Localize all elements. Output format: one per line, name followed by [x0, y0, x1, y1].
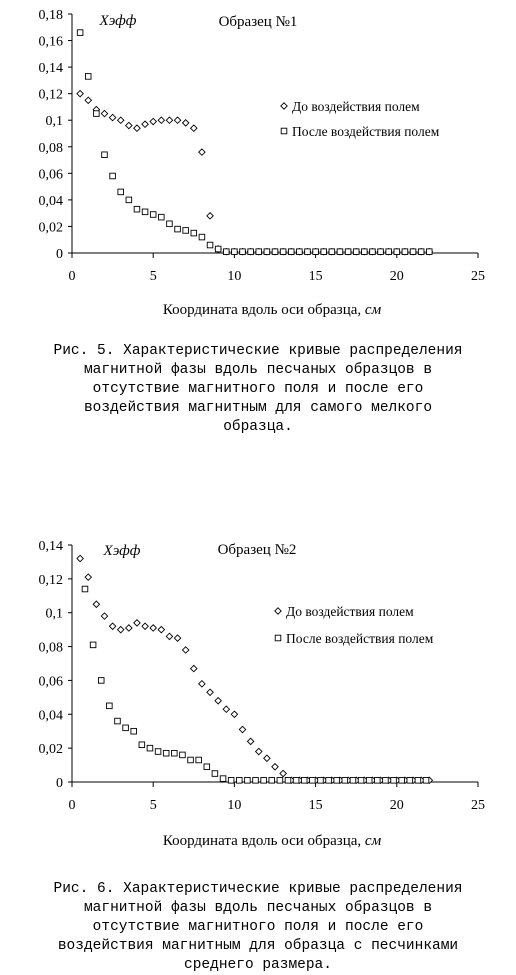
y-tick-label: 0,12: [38, 87, 63, 103]
data-point-after: [383, 778, 389, 784]
data-point-after: [321, 249, 327, 255]
data-point-before: [182, 120, 188, 126]
data-point-after: [370, 249, 376, 255]
legend-label: До воздействия полем: [292, 99, 420, 114]
x-axis-label: Координата вдоль оси образца, см: [162, 833, 382, 849]
data-point-after: [236, 778, 242, 784]
data-point-after: [139, 742, 145, 748]
caption-line: воздействия магнитным для самого мелкого: [83, 400, 433, 416]
data-point-after: [123, 725, 129, 731]
data-point-after: [159, 214, 165, 220]
figure-2: [0, 530, 516, 860]
data-point-before: [142, 623, 148, 629]
y-tick-label: 0: [56, 776, 63, 791]
data-point-after: [180, 752, 186, 758]
data-point-after: [147, 745, 153, 751]
data-point-before: [174, 635, 180, 641]
y-tick-label: 0,16: [38, 34, 63, 50]
y-tick-label: 0,04: [38, 193, 63, 209]
data-point-after: [293, 778, 299, 784]
data-point-after: [310, 778, 316, 784]
data-point-after: [172, 750, 178, 756]
y-tick-label: 0,14: [38, 539, 63, 554]
data-point-after: [110, 173, 116, 179]
chart-1: [0, 0, 516, 330]
data-point-before: [166, 633, 172, 639]
data-point-after: [107, 703, 113, 709]
data-point-before: [85, 574, 91, 580]
data-point-before: [182, 647, 188, 653]
data-point-before: [134, 125, 140, 131]
y-tick-label: 0,02: [38, 220, 63, 236]
data-point-before: [158, 117, 164, 123]
data-point-after: [288, 249, 294, 255]
data-point-before: [231, 711, 237, 717]
data-point-after: [131, 728, 137, 734]
caption-line: образца.: [223, 419, 293, 435]
data-point-after: [345, 249, 351, 255]
y-tick-label: 0,08: [38, 640, 63, 656]
y-axis-label: Хэфф: [103, 543, 141, 559]
data-point-after: [256, 249, 262, 255]
data-point-after: [410, 249, 416, 255]
caption-line: воздействия магнитным для образца с песчинками: [57, 938, 459, 954]
data-point-after: [358, 778, 364, 784]
legend-label: До воздействия полем: [286, 604, 414, 619]
data-point-after: [223, 249, 229, 255]
data-point-after: [285, 778, 291, 784]
data-point-before: [150, 625, 156, 631]
data-point-before: [118, 626, 124, 632]
x-tick-label: 5: [149, 798, 157, 813]
data-point-before: [77, 90, 83, 96]
data-point-before: [142, 121, 148, 127]
data-point-after: [280, 249, 286, 255]
x-tick-label: 20: [389, 269, 404, 284]
legend-marker-diamond: [275, 608, 281, 614]
data-point-before: [264, 755, 270, 761]
data-point-before: [109, 114, 115, 120]
data-point-after: [248, 249, 254, 255]
data-point-after: [272, 249, 278, 255]
legend-label: После воздействия полем: [292, 124, 440, 139]
y-tick-label: 0: [56, 247, 63, 262]
data-point-before: [77, 555, 83, 561]
y-tick-label: 0,18: [38, 8, 63, 23]
data-point-after: [191, 230, 197, 236]
y-tick-label: 0,02: [38, 742, 63, 758]
data-point-after: [391, 778, 397, 784]
data-point-after: [418, 249, 424, 255]
data-point-before: [118, 117, 124, 123]
data-point-after: [175, 226, 181, 232]
data-point-after: [232, 249, 238, 255]
caption-line: магнитной фазы вдоль песчаных образцов в: [83, 900, 433, 916]
data-point-after: [399, 778, 405, 784]
data-point-before: [215, 698, 221, 704]
data-point-before: [101, 613, 107, 619]
data-point-after: [98, 678, 104, 684]
data-point-after: [375, 778, 381, 784]
data-point-after: [415, 778, 421, 784]
data-point-after: [423, 778, 429, 784]
data-point-before: [166, 117, 172, 123]
caption-fig-5: [0, 342, 516, 437]
data-point-after: [155, 749, 161, 755]
data-point-before: [199, 149, 205, 155]
data-point-after: [264, 249, 270, 255]
data-point-after: [212, 771, 218, 777]
data-point-before: [174, 117, 180, 123]
data-point-after: [196, 757, 202, 763]
data-point-before: [126, 625, 132, 631]
data-point-after: [115, 718, 121, 724]
data-point-before: [239, 726, 245, 732]
data-point-after: [82, 586, 88, 592]
x-tick-label: 15: [308, 269, 323, 284]
data-point-after: [337, 249, 343, 255]
data-point-after: [167, 221, 173, 227]
data-point-after: [394, 249, 400, 255]
x-tick-label: 25: [471, 269, 485, 284]
data-point-before: [93, 601, 99, 607]
data-point-after: [305, 249, 311, 255]
x-tick-label: 0: [68, 798, 76, 813]
data-point-after: [353, 249, 359, 255]
data-point-after: [386, 249, 392, 255]
x-tick-label: 5: [149, 269, 157, 284]
y-tick-label: 0,06: [38, 674, 63, 690]
caption-line: отсутствие магнитного поля и после его: [92, 381, 424, 397]
data-point-after: [426, 249, 432, 255]
y-tick-label: 0,12: [38, 572, 63, 588]
caption-line: магнитной фазы вдоль песчаных образцов в: [83, 362, 433, 378]
y-tick-label: 0,1: [45, 114, 63, 130]
y-tick-label: 0,04: [38, 708, 63, 724]
data-point-before: [207, 213, 213, 219]
x-tick-label: 15: [308, 798, 323, 813]
x-tick-label: 25: [471, 798, 485, 813]
data-point-after: [204, 764, 210, 770]
data-point-after: [207, 242, 213, 248]
data-point-after: [277, 778, 283, 784]
data-point-before: [191, 125, 197, 131]
data-point-after: [366, 778, 372, 784]
data-point-after: [188, 757, 194, 763]
caption-line: Рис. 6. Характеристические кривые распределения: [53, 881, 463, 897]
data-point-after: [77, 30, 83, 36]
y-axis-label: Хэфф: [99, 13, 137, 29]
data-point-after: [297, 249, 303, 255]
data-point-after: [334, 778, 340, 784]
data-point-before: [126, 122, 132, 128]
legend-label: После воздействия полем: [286, 631, 434, 646]
caption-fig-6: [0, 880, 516, 975]
data-point-after: [150, 212, 156, 218]
data-point-after: [220, 776, 226, 782]
x-tick-label: 0: [68, 269, 76, 284]
data-point-after: [245, 778, 251, 784]
data-point-after: [199, 234, 205, 240]
data-point-before: [199, 681, 205, 687]
data-point-before: [150, 118, 156, 124]
data-point-after: [90, 642, 96, 648]
data-point-after: [94, 111, 100, 117]
data-point-after: [407, 778, 413, 784]
data-point-before: [109, 623, 115, 629]
data-point-after: [126, 197, 132, 203]
data-point-after: [240, 249, 246, 255]
legend-marker-square: [281, 128, 287, 134]
data-point-before: [85, 97, 91, 103]
data-point-after: [102, 152, 108, 158]
data-point-before: [158, 626, 164, 632]
data-point-after: [118, 189, 124, 195]
data-point-after: [269, 778, 275, 784]
x-tick-label: 20: [389, 798, 404, 813]
legend-marker-square: [275, 635, 281, 641]
caption-line: среднего размера.: [184, 957, 332, 973]
data-point-after: [163, 750, 169, 756]
chart-title: Образец №2: [217, 542, 297, 558]
data-point-before: [247, 738, 253, 744]
data-point-after: [378, 249, 384, 255]
y-tick-label: 0,1: [45, 606, 63, 622]
data-point-before: [280, 770, 286, 776]
data-point-after: [342, 778, 348, 784]
data-point-after: [313, 249, 319, 255]
caption-line: Рис. 5. Характеристические кривые распределения: [53, 343, 463, 359]
caption-line: отсутствие магнитного поля и после его: [92, 919, 424, 935]
legend-marker-diamond: [281, 103, 287, 109]
data-point-after: [215, 246, 221, 252]
x-tick-label: 10: [227, 269, 242, 284]
y-tick-label: 0,06: [38, 167, 63, 183]
data-point-before: [134, 620, 140, 626]
data-point-after: [318, 778, 324, 784]
data-point-before: [272, 764, 278, 770]
data-point-after: [253, 778, 259, 784]
data-point-after: [228, 778, 234, 784]
data-point-after: [362, 249, 368, 255]
data-point-before: [223, 706, 229, 712]
chart-2: [0, 530, 516, 860]
data-point-after: [402, 249, 408, 255]
figure-1: [0, 0, 516, 330]
data-point-before: [101, 110, 107, 116]
data-point-after: [301, 778, 307, 784]
data-point-after: [326, 778, 332, 784]
y-tick-label: 0,14: [38, 61, 63, 77]
data-point-after: [350, 778, 356, 784]
data-point-after: [85, 74, 91, 80]
data-point-after: [142, 209, 148, 215]
data-point-before: [191, 665, 197, 671]
data-point-after: [134, 206, 140, 212]
y-tick-label: 0,08: [38, 140, 63, 156]
chart-title: Образец №1: [218, 14, 298, 30]
data-point-before: [207, 689, 213, 695]
data-point-after: [183, 228, 189, 234]
data-point-before: [256, 748, 262, 754]
x-tick-label: 10: [227, 798, 242, 813]
data-point-after: [261, 778, 267, 784]
data-point-after: [329, 249, 335, 255]
x-axis-label: Координата вдоль оси образца, см: [162, 302, 382, 318]
